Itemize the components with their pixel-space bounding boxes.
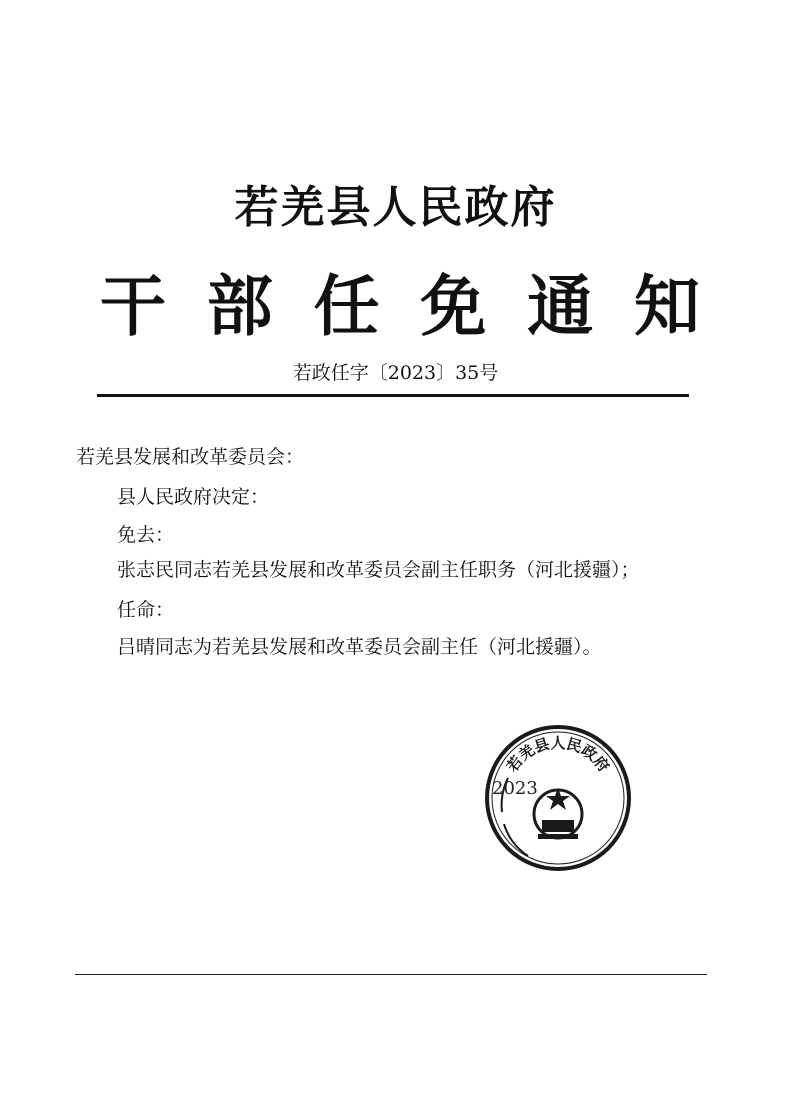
title-char: 通 [527,267,594,345]
body-line-dismissal: 张志民同志若羌县发展和改革委员会副主任职务（河北援疆）； [117,559,640,581]
svg-text:若羌县人民政府: 若羌县人民政府 [503,734,613,776]
document-number: 若政任字〔2023〕35号 [292,362,499,384]
title-char: 任 [313,267,380,345]
title-char: 免 [420,267,487,345]
title-char: 干 [100,267,166,345]
body-line-appoint-heading: 任命： [117,599,175,621]
body-line-dismiss-heading: 免去： [117,524,175,546]
title-char: 部 [206,267,273,345]
issuing-organization: 若羌县人民政府 [234,182,557,233]
addressee: 若羌县发展和改革委员会： [76,446,305,468]
header-divider [97,394,689,397]
body-line-appointment: 吕晴同志为若羌县发展和改革委员会副主任（河北援疆）。 [117,636,602,658]
footer-divider [75,974,707,975]
seal-date-fragment: 2023 [492,778,538,799]
title-char: 知 [633,267,700,345]
body-line-decision: 县人民政府决定： [117,486,270,508]
document-title [100,268,700,344]
